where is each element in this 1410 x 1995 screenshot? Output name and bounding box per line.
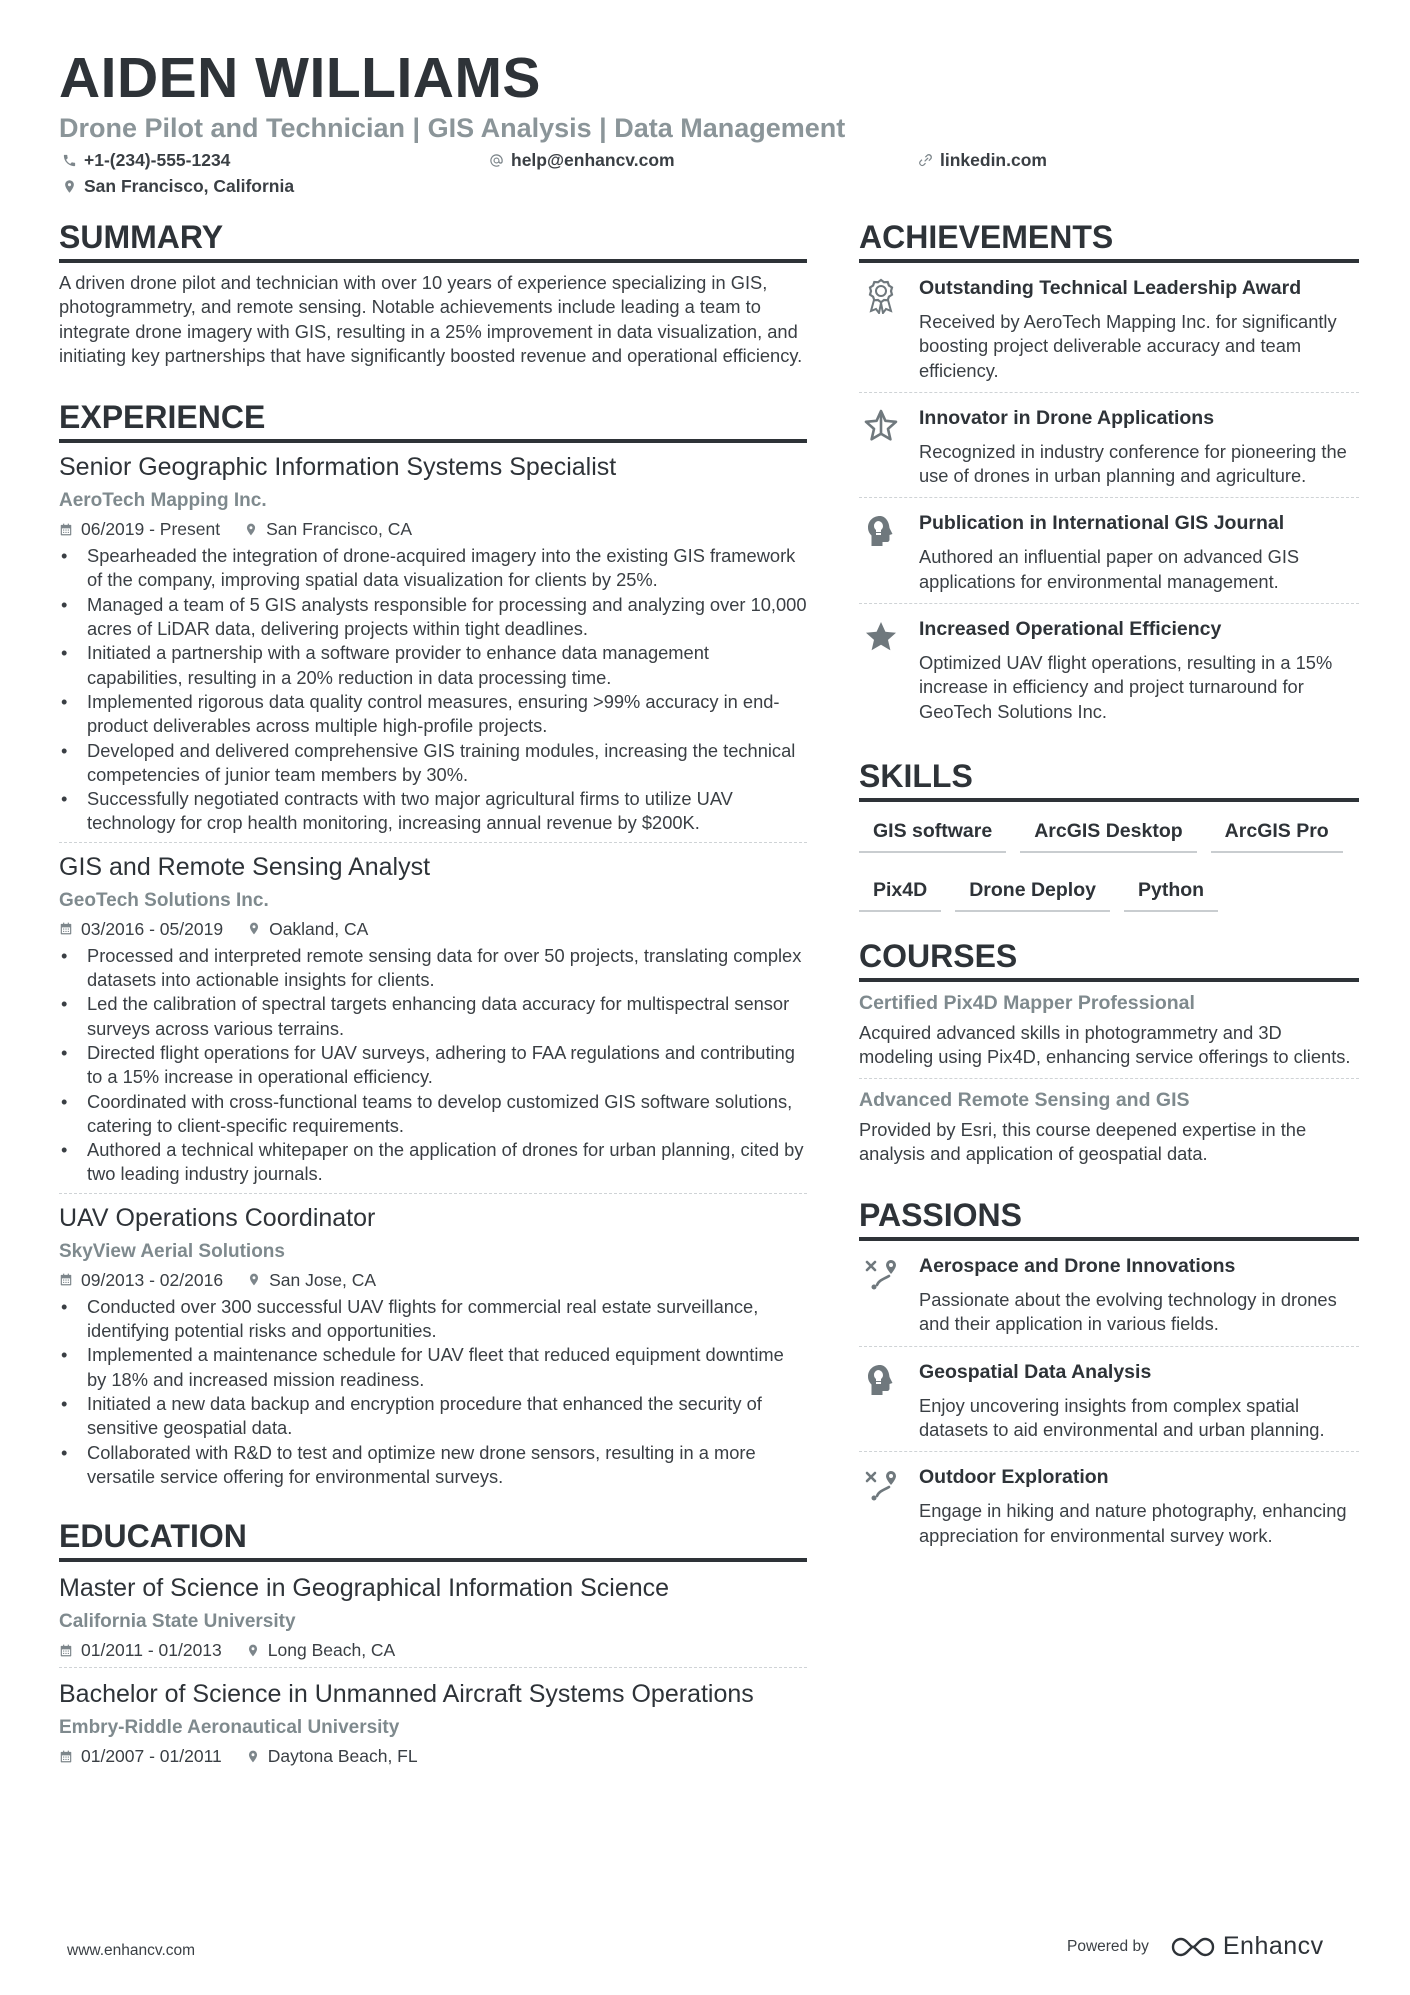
skills-list (859, 815, 1359, 933)
star-outline-icon (859, 406, 903, 489)
phone-icon (62, 153, 77, 168)
experience-item (59, 1194, 807, 1495)
job-bullet: • Processed and interpreted remote sensing data for over 50 projects, translating complex datasets into actionable insights for clients. (59, 944, 807, 993)
education-location-text: Long Beach, CA (267, 1640, 396, 1661)
achievement-desc: Authored an influential paper on advanced GIS applications for environmental management. (919, 546, 1300, 592)
right-column (859, 218, 1359, 1557)
summary-section (59, 218, 807, 368)
education-dates (59, 1639, 222, 1661)
achievement-item (859, 393, 1359, 499)
course-title: Certified Pix4D Mapper Professional (859, 991, 1195, 1014)
achievement-item (859, 604, 1359, 733)
job-bullet: • Developed and delivered comprehensive GIS training modules, increasing the technical competencies of junior team members by 30%. (59, 739, 807, 788)
email-text: help@enhancv.com (511, 150, 675, 170)
education-dates-text: 01/2011 - 01/2013 (81, 1640, 222, 1661)
education-item (59, 1562, 807, 1668)
course-desc: Provided by Esri, this course deepened expertise in the analysis and application of geospatial data. (859, 1118, 1307, 1164)
experience-section (59, 398, 807, 1495)
achievement-desc: Received by AeroTech Mapping Inc. for significantly boosting project deliverable accuracy and team efficiency. (919, 311, 1337, 381)
powered-by-text: Powered by (1067, 1937, 1149, 1955)
achievement-item (859, 263, 1359, 393)
left-column (59, 218, 807, 1773)
passion-title: Aerospace and Drone Innovations (919, 1255, 1236, 1278)
education-meta (59, 1639, 807, 1661)
job-bullet: • Spearheaded the integration of drone-acquired imagery into the existing GIS framework of the company, improving spatial data visualization for clients by 25%. (59, 544, 807, 593)
star-filled-icon (859, 617, 903, 724)
location-pin-icon (244, 522, 258, 537)
passions-section (859, 1196, 1359, 1557)
route-icon (859, 1465, 903, 1548)
skills-heading: SKILLS (859, 757, 1359, 802)
job-dates (59, 1269, 223, 1291)
skill-tag: ArcGIS Pro (1211, 815, 1343, 853)
head-lightbulb-icon (859, 511, 903, 594)
calendar-icon (59, 1272, 73, 1287)
education-heading: EDUCATION (59, 1517, 807, 1562)
job-meta (59, 918, 807, 940)
at-icon (489, 153, 504, 168)
job-location (244, 518, 412, 540)
courses-heading: COURSES (859, 937, 1359, 982)
job-company: SkyView Aerial Solutions (59, 1240, 285, 1262)
job-bullet: • Authored a technical whitepaper on the application of drones for urban planning, cited by two leading industry journals. (59, 1138, 807, 1187)
location-pin-icon (246, 1749, 260, 1764)
calendar-icon (59, 1643, 73, 1658)
location-text: San Francisco, California (84, 176, 295, 196)
experience-heading: EXPERIENCE (59, 398, 807, 443)
footer-branding (1067, 1932, 1324, 1961)
job-bullet: • Managed a team of 5 GIS analysts responsible for processing and analyzing over 10,000 acres of LiDAR data, delivering projects within tight deadlines. (59, 593, 807, 642)
calendar-icon (59, 1749, 73, 1764)
website-text: linkedin.com (940, 150, 1047, 170)
location-pin-icon (246, 1643, 260, 1658)
passions-heading: PASSIONS (859, 1196, 1359, 1241)
achievement-title: Innovator in Drone Applications (919, 406, 1215, 429)
job-bullet: • Successfully negotiated contracts with two major agricultural firms to utilize UAV technology for crop health monitoring, increasing annual revenue by $200K. (59, 787, 807, 836)
job-bullet: • Initiated a new data backup and encryption procedure that enhanced the security of sensitive geospatial data. (59, 1392, 807, 1441)
job-dates (59, 918, 223, 940)
brand-logo[interactable] (1171, 1932, 1324, 1961)
job-bullet: • Conducted over 300 successful UAV flights for commercial real estate surveillance, identifying potential risks and opportunities. (59, 1295, 807, 1344)
skill-tag: GIS software (859, 815, 1006, 853)
enhancv-logo-icon (1171, 1935, 1215, 1959)
job-location-text: San Francisco, CA (266, 519, 413, 540)
job-meta (59, 1269, 807, 1291)
skill-tag: Pix4D (859, 874, 941, 912)
contact-website[interactable] (918, 149, 1047, 171)
job-location-text: San Jose, CA (269, 1269, 377, 1290)
achievement-desc: Optimized UAV flight operations, resulting in a 15% increase in efficiency and project turnaround for GeoTech Solutions Inc. (919, 652, 1333, 722)
job-location (247, 1269, 376, 1291)
job-title: Senior Geographic Information Systems Specialist (59, 453, 617, 482)
passion-item (859, 1347, 1359, 1453)
passion-desc: Enjoy uncovering insights from complex spatial datasets to aid environmental and urban planning. (919, 1394, 1325, 1441)
courses-section (859, 937, 1359, 1174)
education-dates-text: 01/2007 - 01/2011 (81, 1746, 222, 1767)
achievement-title: Publication in International GIS Journal (919, 512, 1285, 535)
skill-tag: Drone Deploy (955, 874, 1110, 912)
achievements-section (859, 218, 1359, 733)
route-icon (859, 1254, 903, 1337)
job-location (247, 918, 368, 940)
job-bullet: • Collaborated with R&D to test and optimize new drone sensors, resulting in a more versatile service offering for environmental surveys. (59, 1441, 807, 1490)
passion-item (859, 1452, 1359, 1557)
contact-phone (62, 149, 230, 171)
job-company: GeoTech Solutions Inc. (59, 889, 269, 911)
achievement-item (859, 498, 1359, 604)
course-item (859, 982, 1359, 1079)
job-dates (59, 518, 220, 540)
job-bullet: • Coordinated with cross-functional teams to develop customized GIS software solutions, catering to client-specific requirements. (59, 1090, 807, 1139)
passion-item (859, 1241, 1359, 1347)
education-location (246, 1639, 395, 1661)
job-bullet: • Implemented rigorous data quality control measures, ensuring >99% accuracy in end-product deliverables across multiple high-profile projects. (59, 690, 807, 739)
course-item (859, 1079, 1359, 1175)
degree-title: Master of Science in Geographical Information Science (59, 1574, 670, 1603)
experience-item (59, 843, 807, 1194)
job-bullet: • Led the calibration of spectral targets enhancing data accuracy for multispectral sensor surveys across various terrains. (59, 992, 807, 1041)
head-lightbulb-icon (859, 1360, 903, 1443)
education-section (59, 1517, 807, 1773)
school-name: Embry-Riddle Aeronautical University (59, 1717, 400, 1739)
job-bullet: • Directed flight operations for UAV surveys, adhering to FAA regulations and contributing to a 15% increase in operational efficiency. (59, 1041, 807, 1090)
calendar-icon (59, 921, 73, 936)
experience-item (59, 443, 807, 843)
summary-text: A driven drone pilot and technician with over 10 years of experience specializing in GIS, photogrammetry, and remote sensing. Notable achievements include leading a team to integrate drone imagery with GIS, resulting in a 25% improvement in data visualization, and initiating key partnerships that have significantly boosted revenue and operational efficiency. (59, 272, 803, 366)
skill-tag: Python (1124, 874, 1218, 912)
job-location-text: Oakland, CA (269, 918, 369, 939)
job-title: GIS and Remote Sensing Analyst (59, 852, 431, 881)
passion-title: Outdoor Exploration (919, 1466, 1109, 1489)
degree-title: Bachelor of Science in Unmanned Aircraft Systems Operations (59, 1680, 754, 1709)
location-pin-icon (247, 1272, 261, 1287)
job-bullet: • Initiated a partnership with a software provider to enhance data management capabilities, resulting in a 20% reduction in data processing time. (59, 641, 807, 690)
job-bullets (59, 1295, 807, 1489)
calendar-icon (59, 522, 73, 537)
summary-heading: SUMMARY (59, 218, 807, 263)
passion-desc: Passionate about the evolving technology in drones and their application in various fields. (919, 1289, 1337, 1335)
job-dates-text: 03/2016 - 05/2019 (81, 918, 224, 939)
job-title: UAV Operations Coordinator (59, 1203, 376, 1232)
job-bullets (59, 944, 807, 1187)
course-desc: Acquired advanced skills in photogrammetry and 3D modeling using Pix4D, enhancing service offerings to clients. (859, 1021, 1351, 1068)
job-bullets (59, 544, 807, 836)
education-item (59, 1668, 807, 1773)
achievement-title: Outstanding Technical Leadership Award (919, 277, 1302, 299)
location-pin-icon (247, 921, 261, 936)
award-icon (859, 276, 903, 383)
contact-email[interactable] (489, 149, 675, 171)
candidate-name: AIDEN WILLIAMS (59, 46, 541, 110)
candidate-headline: Drone Pilot and Technician | GIS Analysis | Data Management (59, 113, 846, 143)
job-company: AeroTech Mapping Inc. (59, 490, 267, 512)
contact-location (62, 175, 294, 197)
link-icon (918, 153, 933, 168)
education-meta (59, 1745, 807, 1767)
footer-website[interactable]: www.enhancv.com (67, 1942, 196, 1959)
education-location (246, 1745, 418, 1767)
job-bullet: • Implemented a maintenance schedule for UAV fleet that reduced equipment downtime by 18% and increased mission readiness. (59, 1343, 807, 1392)
school-name: California State University (59, 1611, 296, 1633)
phone-text: +1-(234)-555-1234 (84, 150, 231, 170)
passion-title: Geospatial Data Analysis (919, 1360, 1152, 1383)
skill-tag: ArcGIS Desktop (1020, 815, 1196, 853)
course-title: Advanced Remote Sensing and GIS (859, 1088, 1190, 1111)
achievement-title: Increased Operational Efficiency (919, 618, 1222, 641)
achievements-heading: ACHIEVEMENTS (859, 218, 1359, 263)
location-pin-icon (62, 179, 77, 194)
achievement-desc: Recognized in industry conference for pioneering the use of drones in urban planning and agriculture. (919, 440, 1347, 487)
job-meta (59, 518, 807, 540)
job-dates-text: 06/2019 - Present (81, 519, 221, 540)
passion-desc: Engage in hiking and nature photography, enhancing appreciation for environmental survey work. (919, 1500, 1347, 1546)
education-location-text: Daytona Beach, FL (267, 1746, 418, 1767)
education-dates (59, 1745, 222, 1767)
job-dates-text: 09/2013 - 02/2016 (81, 1269, 224, 1290)
brand-name: Enhancv (1222, 1932, 1324, 1960)
skills-section (859, 757, 1359, 933)
